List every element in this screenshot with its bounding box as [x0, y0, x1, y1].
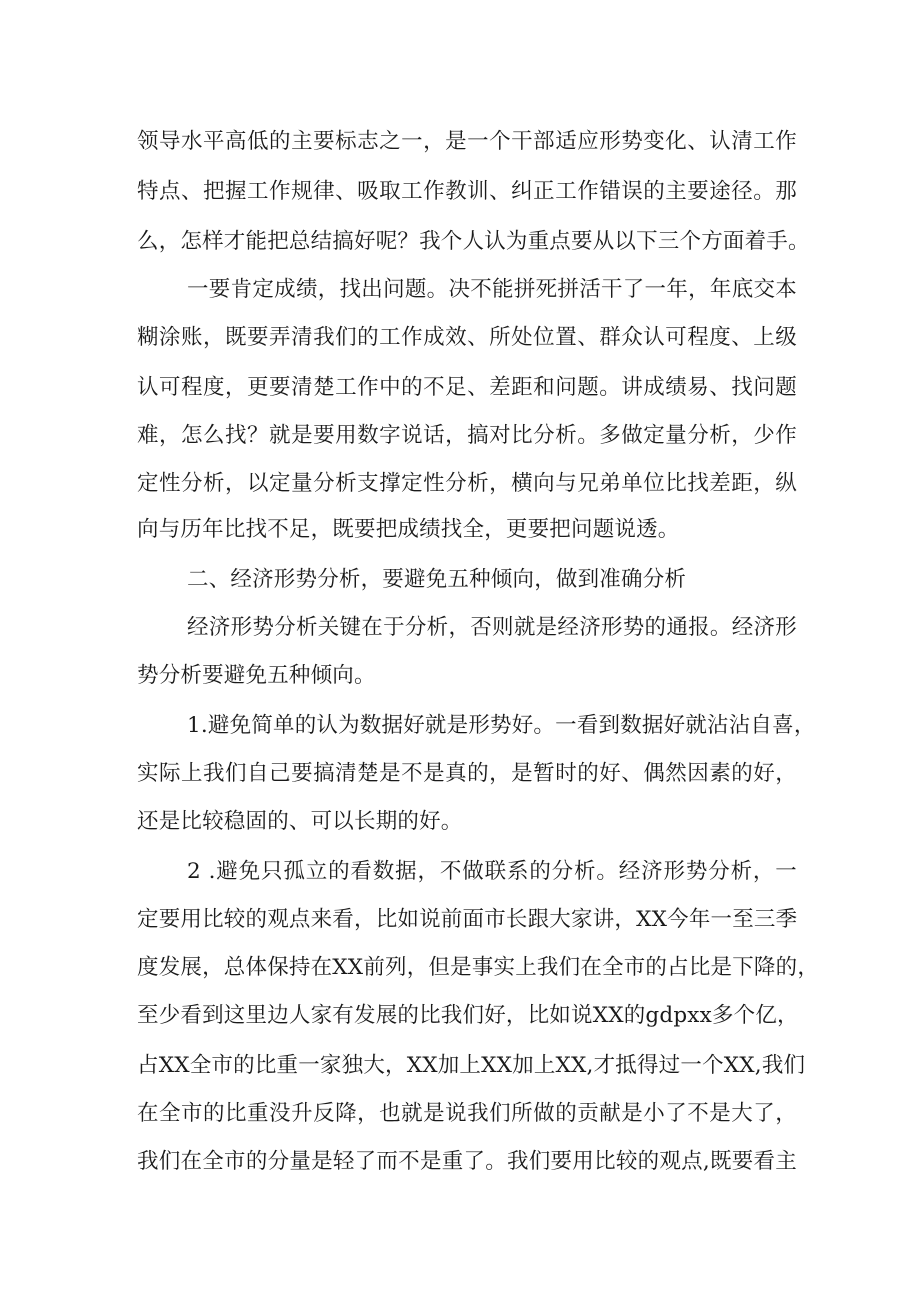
paragraph-first-line: 一要肯定成绩，找出问题。决不能拼死拼活干了一年，年底交本: [187, 277, 797, 302]
text-line: 在全市的比重没升反降，也就是说我们所做的贡献是小了不是大了，: [137, 1101, 797, 1126]
text-line: 实际上我们自己要搞清楚是不是真的，是暂时的好、偶然因素的好，: [137, 761, 797, 786]
text-line: 我们在全市的分量是轻了而不是重了。我们要用比较的观点,既要看主: [137, 1149, 797, 1174]
section-heading: 二、经济形势分析，要避免五种倾向，做到准确分析: [187, 567, 687, 592]
text-line: 还是比较稳固的、可以长期的好。: [137, 809, 463, 834]
list-item-first-line: 1.避免简单的认为数据好就是形势好。一看到数据好就沾沾自喜，: [187, 713, 816, 738]
text-line: 势分析要避免五种倾向。: [137, 663, 376, 688]
text-line: 至少看到这里边人家有发展的比我们好，比如说XX的gdpxx多个亿，: [137, 1003, 799, 1028]
text-line: 特点、把握工作规律、吸取工作教训、纠正工作错误的主要途径。那: [137, 179, 797, 204]
text-line: 认可程度，更要清楚工作中的不足、差距和问题。讲成绩易、找问题: [137, 375, 797, 400]
text-line: 向与历年比找不足，既要把成绩找全，更要把问题说透。: [137, 517, 680, 542]
text-line: 度发展，总体保持在XX前列，但是事实上我们在全市的占比是下降的，: [137, 955, 820, 980]
text-line: 占XX全市的比重一家独大，XX加上XX加上XX,才抵得过一个XX,我们: [137, 1053, 806, 1078]
text-line: 定性分析，以定量分析支撑定性分析，横向与兄弟单位比找差距，纵: [137, 471, 797, 496]
text-line: 难，怎么找？就是要用数字说话，搞对比分析。多做定量分析，少作: [137, 423, 797, 448]
text-line: 糊涂账，既要弄清我们的工作成效、所处位置、群众认可程度、上级: [137, 325, 797, 350]
list-item-first-line: 2 .避免只孤立的看数据，不做联系的分析。经济形势分析，一: [187, 859, 797, 884]
paragraph-first-line: 经济形势分析关键在于分析，否则就是经济形势的通报。经济形: [187, 615, 797, 640]
text-line: 么，怎样才能把总结搞好呢？我个人认为重点要从以下三个方面着手。: [137, 229, 810, 254]
text-line: 领导水平高低的主要标志之一，是一个干部适应形势变化、认清工作: [137, 129, 797, 154]
text-line: 定要用比较的观点来看，比如说前面市长跟大家讲，XX今年一至三季: [137, 907, 798, 932]
